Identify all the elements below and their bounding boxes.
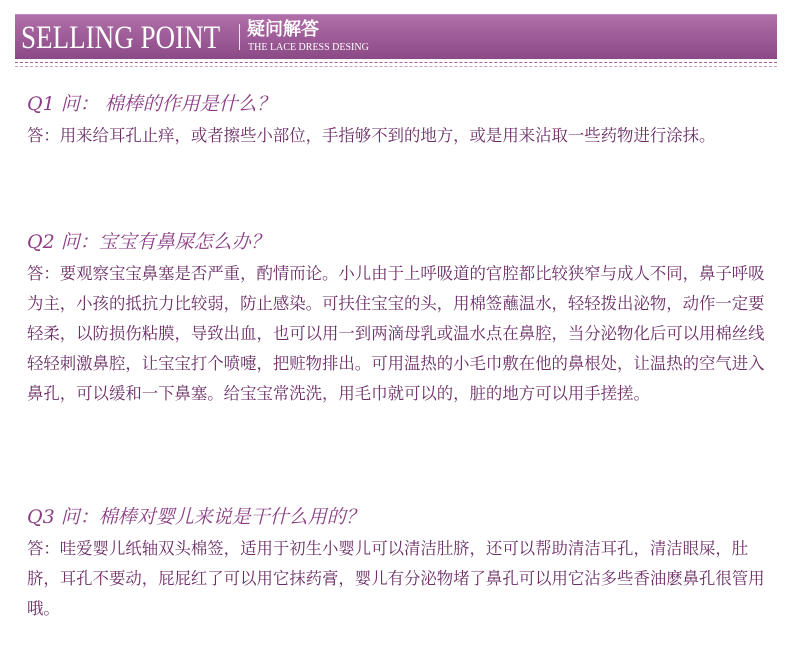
qa-item-2 [27, 227, 767, 409]
header-dashed-rule-secondary [15, 66, 777, 67]
qa-item-1 [27, 89, 767, 151]
question-1: Q1 问： 棉棒的作用是什么？ [27, 93, 276, 115]
answer-3: 答：哇爱婴儿纸轴双头棉签，适用于初生小婴儿可以清洁肚脐，还可以帮助清洁耳孔，清洁眼屎，肚脐，耳孔不要动，屁屁红了可以用它抹药膏，婴儿有分泌物堵了鼻孔可以用它沾多些香油麽鼻孔很管用哦。 [27, 539, 765, 618]
answer-1: 答：用来给耳孔止痒，或者擦些小部位，手指够不到的地方，或是用来沾取一些药物进行涂抹。 [27, 126, 716, 145]
question-3: Q3 问：棉棒对婴儿来说是干什么用的？ [27, 506, 365, 528]
banner-subtitle-en: THE LACE DRESS DESING [248, 42, 369, 53]
banner-divider [239, 24, 240, 50]
banner-subtitle-cn: 疑问解答 [247, 19, 319, 40]
banner-title: SELLING POINT [21, 20, 221, 56]
header-banner [15, 14, 777, 59]
header-dashed-rule [15, 62, 777, 63]
question-2: Q2 问：宝宝有鼻屎怎么办？ [27, 231, 270, 253]
answer-2: 答：要观察宝宝鼻塞是否严重，酌情而论。小儿由于上呼吸道的官腔都比较狭窄与成人不同，鼻子呼吸为主，小孩的抵抗力比较弱，防止感染。可扶住宝宝的头，用棉签蘸温水，轻轻拨出泌物，动作一定要轻柔，以防损伤粘膜，导致出血，也可以用一到两滴母乳或温水点在鼻腔，当分泌物化后可以用棉丝线轻轻刺激鼻腔，让宝宝打个喷嚏，把赃物排出。可用温热的小毛巾敷在他的鼻根处，让温热的空气进入鼻孔，可以缓和一下鼻塞。给宝宝常洗洗，用毛巾就可以的，脏的地方可以用手搓搓。 [27, 264, 765, 403]
qa-item-3 [27, 502, 767, 624]
